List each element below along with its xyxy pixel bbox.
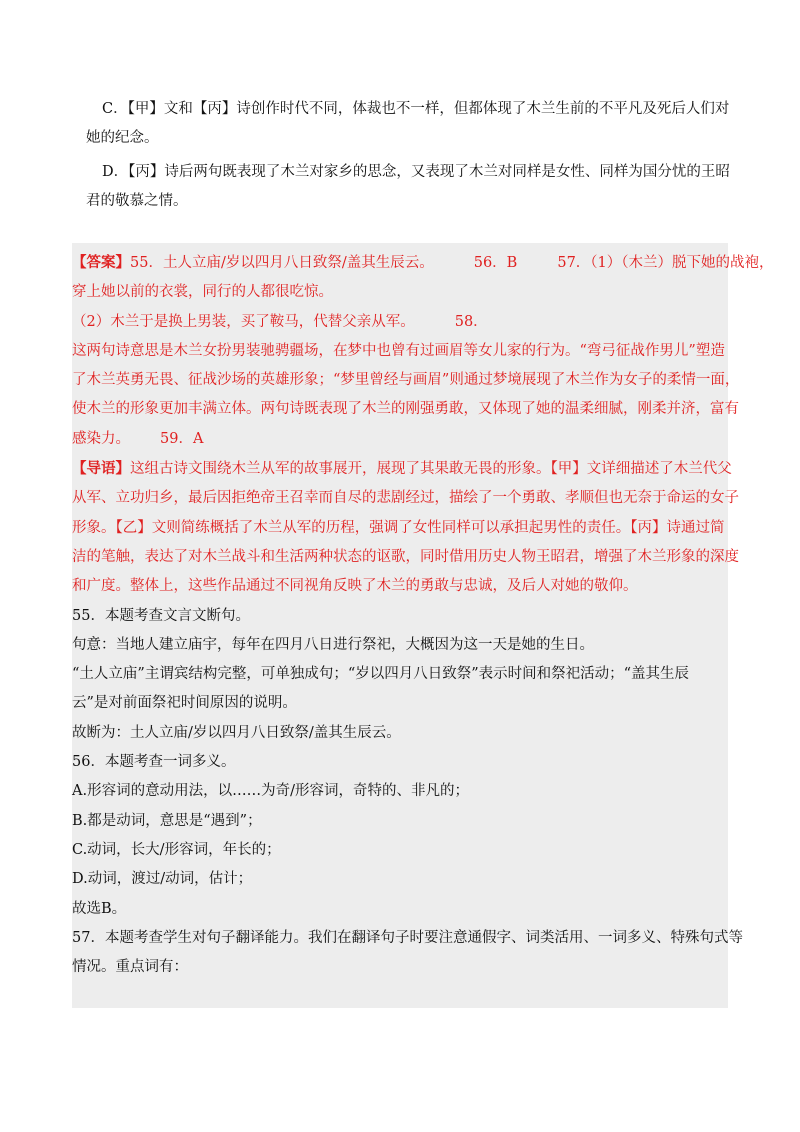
analysis-55-title: 55．本题考查文言文断句。 bbox=[72, 607, 250, 624]
option-c bbox=[72, 95, 732, 153]
analysis-57-line2: 情况。重点词有： bbox=[72, 959, 188, 976]
answer-57-line3-wrap bbox=[72, 308, 728, 337]
answer-57-line3: （2）木兰于是换上男装，买了鞍马，代替父亲从军。 bbox=[72, 313, 415, 330]
analysis-57-line1: 57．本题考查学生对句子翻译能力。我们在翻译句子时要注意通假字、词类活用、一词多义、特殊句式等 bbox=[72, 929, 743, 946]
analysis-56-a: A.形容词的意动用法，以……为奇/形容词，奇特的、非凡的； bbox=[72, 783, 469, 800]
answer-56: 56．B bbox=[473, 255, 518, 271]
guide-line-1-text: 这组古诗文围绕木兰从军的故事展开，展现了其果敢无畏的形象。【甲】文详细描述了木兰代父 bbox=[130, 461, 732, 478]
answer-line-1 bbox=[72, 248, 774, 278]
analysis-56-c: C.动词，长大/形容词，年长的； bbox=[72, 841, 281, 858]
option-d-line2: 君的敬慕之情。 bbox=[86, 193, 188, 209]
guide-line-5: 和广度。整体上，这些作品通过不同视角反映了木兰的勇敢与忠诚，及后人对她的敬仰。 bbox=[72, 578, 638, 595]
answer-59: 59．A bbox=[160, 430, 204, 447]
analysis-56-d: D.动词，渡过/动词，估计； bbox=[72, 871, 253, 888]
analysis-55-expl-1: “土人立庙”主谓宾结构完整，可单独成句；“岁以四月八日致祭”表示时间和祭祀活动；“盖其生辰 bbox=[72, 666, 690, 683]
answer-58-line4: 感染力。 bbox=[72, 430, 130, 447]
guide-tag: 【导语】 bbox=[72, 460, 130, 478]
option-d bbox=[72, 158, 732, 216]
analysis-56-conclusion: 故选B。 bbox=[72, 900, 127, 917]
option-d-line1: D．【丙】诗后两句既表现了木兰对家乡的思念，又表现了木兰对同样是女性、同样为国分忧的王昭 bbox=[102, 164, 730, 180]
option-c-line1: C．【甲】文和【丙】诗创作时代不同，体裁也不一样，但都体现了木兰生前的不平凡及死后人们对 bbox=[102, 101, 730, 117]
analysis-55-conclusion: 故断为：土人立庙/岁以四月八日致祭/盖其生辰云。 bbox=[72, 724, 401, 741]
analysis-55-meaning: 句意：当地人建立庙宇，每年在四月八日进行祭祀，大概因为这一天是她的生日。 bbox=[72, 636, 594, 653]
answer-58-line3: 使木兰的形象更加丰满立体。两句诗既表现了木兰的刚强勇敢，又体现了她的温柔细腻，刚柔并济，富有 bbox=[72, 401, 739, 418]
analysis-55-expl-2: 云”是对前面祭祀时间原因的说明。 bbox=[72, 695, 297, 712]
answer-57-head: 57．（1）（木兰）脱下她的战袍， bbox=[557, 255, 774, 271]
guide-line-1 bbox=[72, 454, 732, 484]
option-c-line2: 她的纪念。 bbox=[86, 130, 159, 146]
answer-panel bbox=[72, 243, 774, 1008]
answer-58-num: 58． bbox=[454, 313, 488, 330]
answer-57-line2: 穿上她以前的衣裳，同行的人都很吃惊。 bbox=[72, 284, 333, 301]
analysis-56-b: B.都是动词，意思是“遇到”； bbox=[72, 812, 262, 829]
analysis-56-title: 56．本题考查一词多义。 bbox=[72, 754, 236, 771]
guide-line-4: 洁的笔触，表达了对木兰战斗和生活两种状态的讴歌，同时借用历史人物王昭君，增强了木兰形象的深度 bbox=[72, 548, 739, 565]
guide-line-2: 从军、立功归乡，最后因拒绝帝王召幸而自尽的悲剧经过，描绘了一个勇敢、孝顺但也无奈于命运的女子 bbox=[72, 490, 739, 507]
answer-58-line1: 这两句诗意思是木兰女扮男装驰骋疆场，在梦中也曾有过画眉等女儿家的行为。“弯弓征战作男儿”塑造 bbox=[72, 342, 725, 359]
answer-58-line4-wrap bbox=[72, 425, 728, 454]
answer-58-line2: 了木兰英勇无畏、征战沙场的英雄形象；“梦里曾经与画眉”则通过梦境展现了木兰作为女子的柔情一面， bbox=[72, 372, 740, 389]
answer-content bbox=[72, 248, 774, 982]
answer-tag: 【答案】 bbox=[72, 254, 130, 271]
answer-55: 55．土人立庙/岁以四月八日致祭/盖其生辰云。 bbox=[130, 255, 434, 271]
guide-line-3: 形象。【乙】文则简练概括了木兰从军的历程，强调了女性同样可以承担起男性的责任。【丙】诗通过简 bbox=[72, 519, 725, 536]
choice-options bbox=[72, 95, 732, 221]
